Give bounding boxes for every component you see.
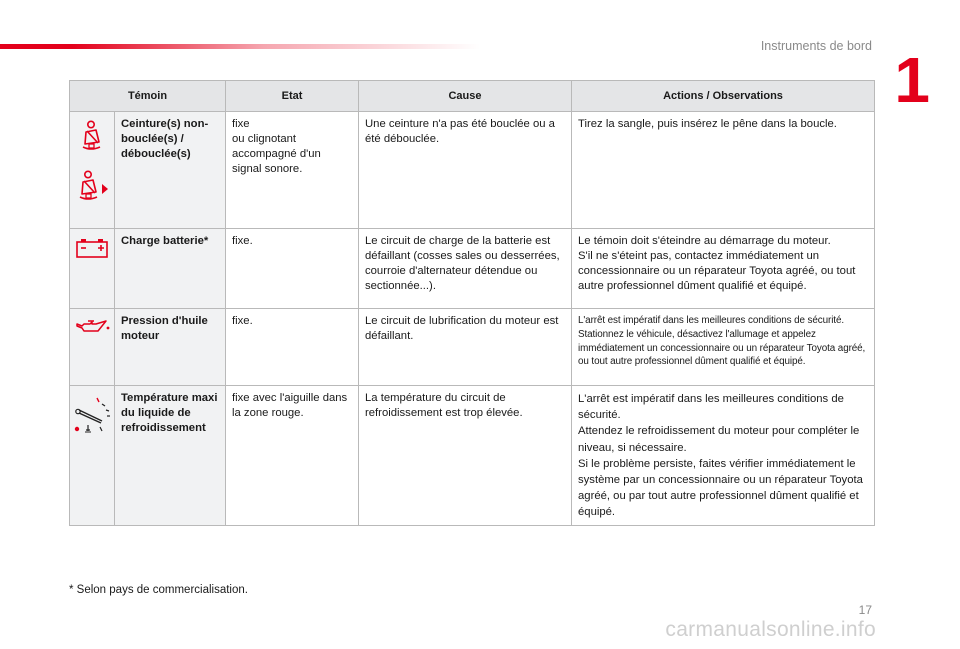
actions-text: L'arrêt est impératif dans les meilleures conditions de sécurité. Attendez le refroidissement du moteur pour compléter le niveau, si nécessaire. Si le problème persiste, faites vérifier immédiatement le système par un concessionnaire ou un réparateur Toyota agréé, ou par tout autre professionnel dûment qualifié et équipé. (578, 393, 863, 519)
light-etat: fixe. (226, 309, 359, 386)
table-row-seatbelt (70, 112, 875, 229)
battery-icon (75, 237, 109, 259)
icon-cell (70, 386, 115, 526)
page-number: 17 (858, 603, 872, 617)
light-etat: fixe. (226, 229, 359, 309)
oil-can-icon (74, 317, 110, 337)
light-cause: Une ceinture n'a pas été bouclée ou a été débouclée. (359, 112, 572, 229)
light-actions (572, 309, 875, 386)
table-row-battery (70, 229, 875, 309)
etat-text: fixe ou clignotant accompagné d'un signal sonore. (232, 118, 321, 175)
light-actions: Tirez la sangle, puis insérez le pêne dans la boucle. (572, 112, 875, 229)
coolant-temperature-gauge-icon (72, 394, 112, 436)
top-accent-bar (0, 44, 480, 49)
column-header-cause: Cause (359, 81, 572, 112)
section-title: Instruments de bord (760, 39, 872, 53)
column-header-temoin: Témoin (70, 81, 226, 112)
icon-cell (70, 229, 115, 309)
light-cause: Le circuit de charge de la batterie est défaillant (cosses sales ou desserrées, courroie d'alternateur détendue ou sectionnée...). (359, 229, 572, 309)
warning-lights-table (69, 80, 875, 526)
light-cause: Le circuit de lubrification du moteur est défaillant. (359, 309, 572, 386)
light-name: Pression d'huile moteur (115, 309, 226, 386)
seatbelt-icon (77, 120, 107, 152)
icon-cell (70, 112, 115, 229)
footnote: * Selon pays de commercialisation. (69, 584, 248, 596)
light-name: Charge batterie* (115, 229, 226, 309)
light-etat: fixe avec l'aiguille dans la zone rouge. (226, 386, 359, 526)
table-row-oil-pressure (70, 309, 875, 386)
table-row-coolant-temperature (70, 386, 875, 526)
light-actions (572, 386, 875, 526)
column-header-actions: Actions / Observations (572, 81, 875, 112)
actions-text: Le témoin doit s'éteindre au démarrage du moteur. S'il ne s'éteint pas, contactez immédiatement un concessionnaire ou un réparateur Toyota agréé, ou tout autre professionnel dûment qualifié et équipé. (578, 235, 856, 292)
light-name: Ceinture(s) non-bouclée(s) / débouclée(s) (115, 112, 226, 229)
chapter-number: 1 (894, 44, 930, 116)
light-name: Température maxi du liquide de refroidissement (115, 386, 226, 526)
table-header-row (70, 81, 875, 112)
light-cause: La température du circuit de refroidissement est trop élevée. (359, 386, 572, 526)
seatbelt-passenger-icon (74, 170, 110, 202)
light-etat (226, 112, 359, 229)
actions-text: L'arrêt est impératif dans les meilleures conditions de sécurité. Stationnez le véhicule, désactivez l'allumage et appelez immédiatement un concessionnaire ou un réparateur Toyota agréé, ou tout autre professionnel dûment qualifié et équipé. (578, 315, 866, 368)
watermark: carmanualsonline.info (665, 618, 876, 641)
light-actions (572, 229, 875, 309)
icon-cell (70, 309, 115, 386)
column-header-etat: Etat (226, 81, 359, 112)
